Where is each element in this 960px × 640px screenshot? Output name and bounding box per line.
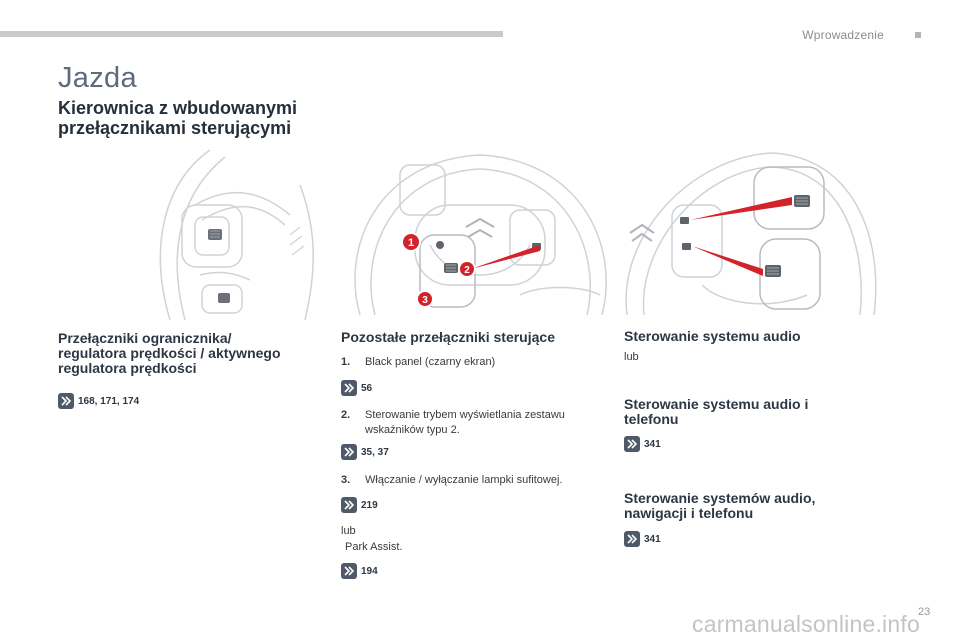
page-refs: 341 — [644, 438, 661, 450]
audio-alt-label: lub — [624, 351, 639, 363]
page-refs: 35, 37 — [361, 446, 389, 458]
page-refs: 168, 171, 174 — [78, 395, 140, 407]
page-number: 23 — [918, 606, 931, 618]
item-text: Sterowanie trybem wyświetlania zestawu wskaźników typu 2. — [365, 409, 565, 436]
item-text: Włączanie / wyłączanie lampki sufitowej. — [365, 474, 563, 486]
park-assist-ref[interactable] — [341, 563, 378, 579]
header-bar — [0, 31, 503, 37]
illustration-other-switches — [340, 145, 620, 320]
illustration-audio-switches — [622, 145, 882, 320]
audio-nav-phone-ref[interactable] — [624, 531, 661, 547]
page-refs: 341 — [644, 533, 661, 545]
list-item-1 — [341, 355, 601, 370]
page-link-icon — [58, 393, 74, 409]
alt-label: lub — [341, 525, 356, 537]
item-number: 2. — [341, 409, 351, 421]
item-number: 3. — [341, 474, 351, 486]
page-link-icon — [341, 563, 357, 579]
cruise-control-ref[interactable] — [58, 393, 139, 409]
other-switches-title: Pozostałe przełączniki sterujące — [341, 329, 555, 345]
item-1-ref[interactable] — [341, 380, 372, 396]
watermark: carmanualsonline.info — [692, 611, 920, 637]
page-link-icon — [624, 531, 640, 547]
page-link-icon — [341, 380, 357, 396]
page-link-icon — [624, 436, 640, 452]
callout-2-label: 2 — [464, 265, 470, 276]
item-3-ref[interactable] — [341, 497, 378, 513]
list-item-2 — [341, 408, 606, 438]
page-link-icon — [341, 497, 357, 513]
illustration-cruise-control — [140, 145, 320, 320]
item-text: Black panel (czarny ekran) — [365, 356, 496, 368]
park-assist-text: Park Assist. — [345, 541, 403, 553]
item-2-ref[interactable] — [341, 444, 389, 460]
item-number: 1. — [341, 356, 351, 368]
list-item-3 — [341, 473, 606, 488]
page-heading: Kierownica z wbudowanymi przełącznikami sterującymi — [58, 98, 298, 138]
section-marker — [915, 32, 921, 38]
page-refs: 219 — [361, 499, 378, 511]
chapter-title: Jazda — [58, 62, 137, 94]
page-link-icon — [341, 444, 357, 460]
section-name: Wprowadzenie — [802, 28, 884, 42]
page-refs: 194 — [361, 565, 378, 577]
audio-phone-title: Sterowanie systemu audio i telefonu — [624, 396, 809, 427]
audio-title: Sterowanie systemu audio — [624, 328, 801, 344]
callout-1-label: 1 — [407, 237, 415, 249]
cruise-control-title: Przełączniki ogranicznika/ regulatora prędkości / aktywnego regulatora prędkości — [58, 330, 281, 376]
callout-3-label: 3 — [422, 295, 428, 306]
audio-phone-ref[interactable] — [624, 436, 661, 452]
page-refs: 56 — [361, 382, 373, 394]
audio-nav-phone-title: Sterowanie systemów audio, nawigacji i telefonu — [624, 490, 816, 521]
